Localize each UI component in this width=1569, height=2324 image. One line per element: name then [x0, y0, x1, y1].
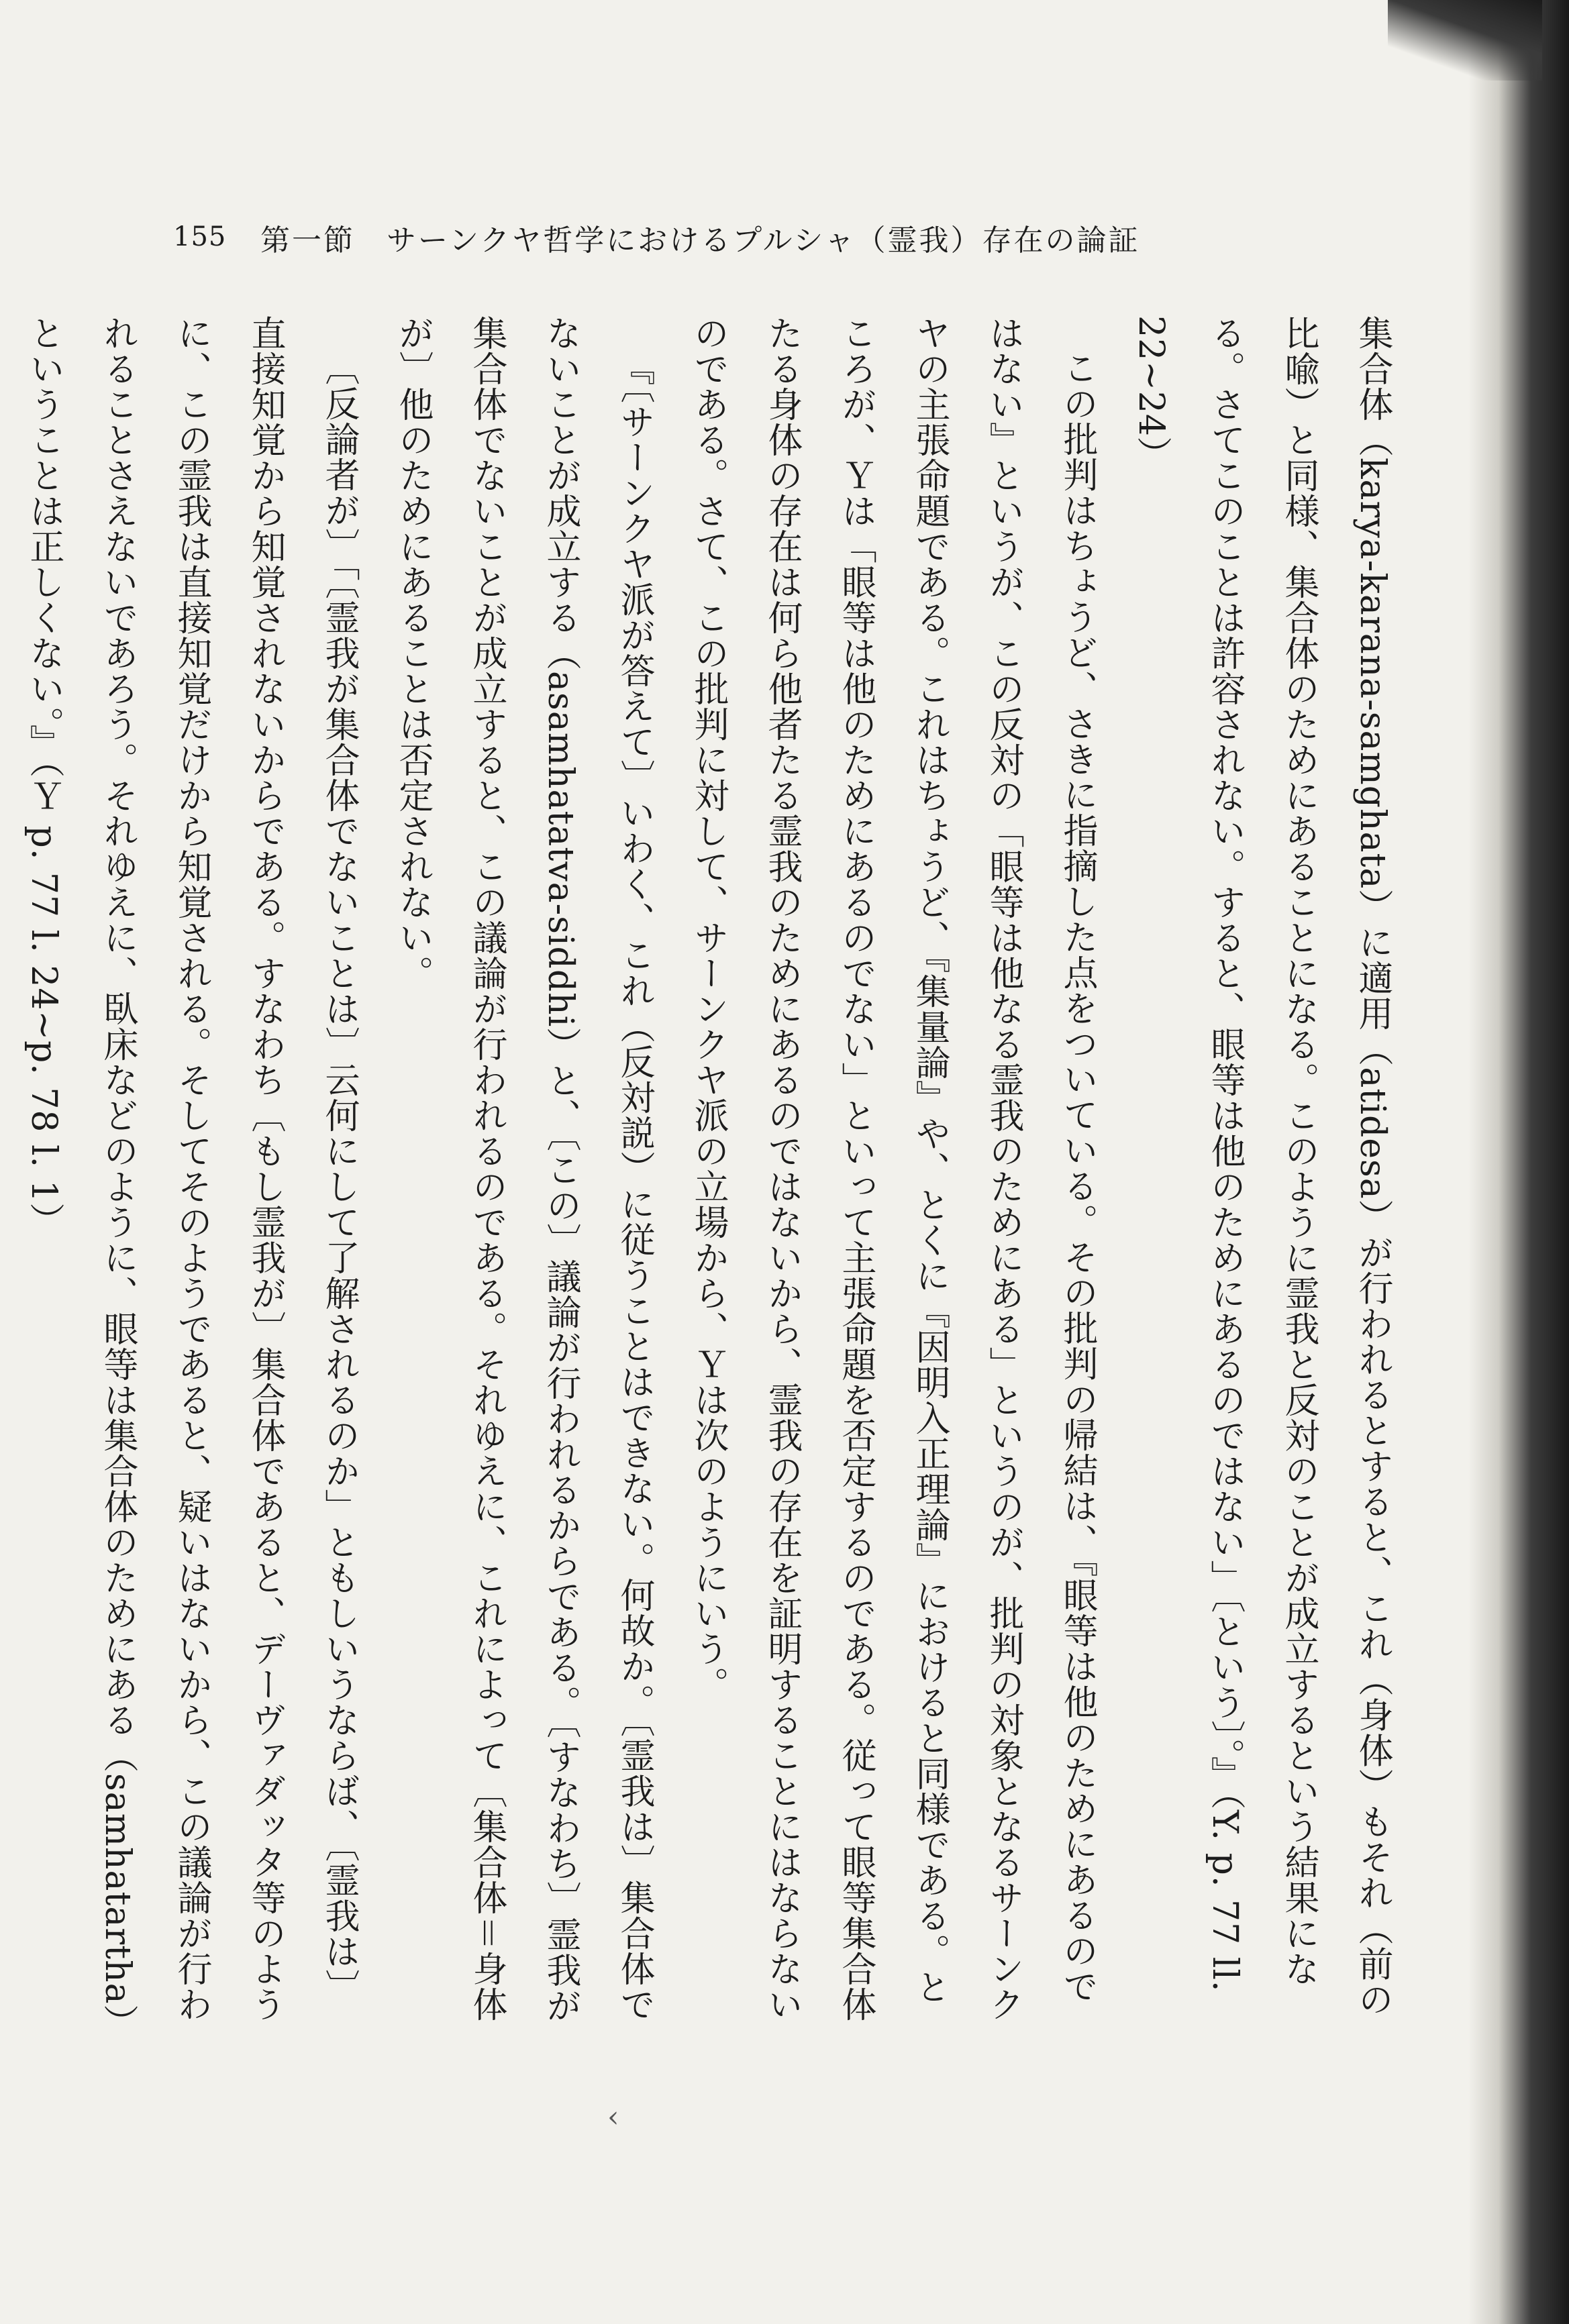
page-edge-shadow: [1468, 0, 1569, 2324]
paragraph-3: 『〔サーンクヤ派が答えて〕いわく、これ（反対説）に従うことはできない。何故か。〔霊我は〕集合体でないことが成立する（asamhatatva-siddhi）と、〔この〕議論が行われるからである。〔すなわち〕霊我が集合体でないことが成立すると、この議論が行われるのである。それゆえに、これによって〔集合体＝身体が〕他のためにあることは否定されない。: [393, 315, 654, 2024]
paragraph-1: 集合体（karya-karana-samghata）に適用（atidesa）が行われるとすると、これ（身体）もそれ（前の比喩）と同様、集合体のためにあることになる。このように霊我と反対のことが成立するという結果になる。さてこのことは許容されない。すると、眼等は他のためにあるのではない」〔という〕。』（Y. p. 77 ll. 22~24）: [1131, 315, 1393, 2017]
paragraph-4: 〔反論者が〕「〔霊我が集合体でないことは〕云何にして了解されるのか」ともしいうならば、〔霊我は〕直接知覚から知覚されないからである。すなわち〔もし霊我が〕集合体であると、デーヴァダッタ等のように、この霊我は直接知覚だけから知覚される。そしてそのようであると、疑いはないから、この議論が行われることさえないであろう。それゆえに、臥床などのように、眼等は集合体のためにある（samhatartha）ということは正しくない。』（Ｙ p. 77 l. 24~p. 78 l. 1）: [23, 315, 359, 2023]
page-number: 155: [173, 221, 227, 252]
paragraph-2: この批判はちょうど、さきに指摘した点をついている。その批判の帰結は、『眼等は他のためにあるのではない』というが、この反対の「眼等は他なる霊我のためにある」というのが、批判の対象となるサーンクヤの主張命題である。これはちょうど、『集量論』や、とくに『因明入正理論』におけると同様である。ところが、Ｙは「眼等は他のためにあるのでない」といって主張命題を否定するのである。従って眼等集合体たる身体の存在は何ら他者たる霊我のためにあるのではないから、霊我の存在を証明することにはならないのである。さて、この批判に対して、サーンクヤ派の立場から、Ｙは次のようにいう。: [688, 315, 1097, 2022]
body-text: [23, 315, 1409, 2033]
paragraph-5: [0, 315, 7, 2033]
running-header-title: 第一節 サーンクヤ哲学におけるプルシャ（霊我）存在の論証: [260, 223, 1140, 258]
stray-pen-mark: ‹: [607, 2100, 619, 2134]
corner-shadow: [1388, 0, 1542, 81]
